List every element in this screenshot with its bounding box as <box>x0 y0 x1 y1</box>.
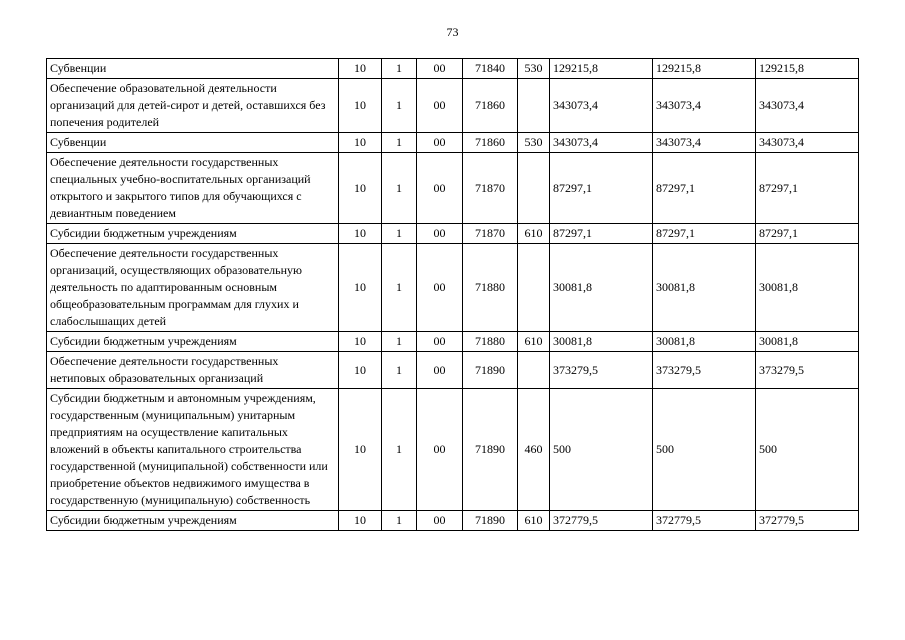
section-code: 10 <box>339 332 382 352</box>
row-name: Субвенции <box>47 59 339 79</box>
amount-year-2: 87297,1 <box>653 153 756 224</box>
program-code: 00 <box>417 352 463 389</box>
row-name: Субсидии бюджетным учреждениям <box>47 332 339 352</box>
table-row <box>47 59 859 79</box>
row-name: Субсидии бюджетным учреждениям <box>47 224 339 244</box>
expense-type-code <box>518 79 550 133</box>
amount-year-3: 87297,1 <box>756 224 859 244</box>
program-code: 00 <box>417 133 463 153</box>
section-code: 10 <box>339 511 382 531</box>
target-article-code: 71880 <box>463 244 518 332</box>
target-article-code: 71860 <box>463 133 518 153</box>
expense-type-code: 530 <box>518 133 550 153</box>
expense-type-code: 460 <box>518 389 550 511</box>
row-name: Субсидии бюджетным и автономным учреждениям, государственным (муниципальным) унитарным предприятиям на осуществление капитальных вложений в объекты капитального строительства государственной (муниципальной) собственности или приобретение объектов недвижимого имущества в государственную (муниципальную) собственность <box>47 389 339 511</box>
subsection-code: 1 <box>382 59 417 79</box>
page-number: 73 <box>446 25 459 39</box>
table-row <box>47 332 859 352</box>
amount-year-1: 372779,5 <box>550 511 653 531</box>
subsection-code: 1 <box>382 224 417 244</box>
amount-year-2: 87297,1 <box>653 224 756 244</box>
table-row <box>47 224 859 244</box>
table-row <box>47 244 859 332</box>
expense-type-code <box>518 244 550 332</box>
table-row <box>47 79 859 133</box>
amount-year-1: 373279,5 <box>550 352 653 389</box>
row-name: Обеспечение деятельности государственных нетиповых образовательных организаций <box>47 352 339 389</box>
row-name: Субсидии бюджетным учреждениям <box>47 511 339 531</box>
program-code: 00 <box>417 59 463 79</box>
subsection-code: 1 <box>382 511 417 531</box>
amount-year-2: 129215,8 <box>653 59 756 79</box>
amount-year-1: 343073,4 <box>550 133 653 153</box>
section-code: 10 <box>339 153 382 224</box>
section-code: 10 <box>339 224 382 244</box>
program-code: 00 <box>417 389 463 511</box>
section-code: 10 <box>339 352 382 389</box>
amount-year-3: 343073,4 <box>756 133 859 153</box>
target-article-code: 71890 <box>463 352 518 389</box>
budget-table <box>46 58 859 531</box>
subsection-code: 1 <box>382 244 417 332</box>
section-code: 10 <box>339 244 382 332</box>
amount-year-1: 87297,1 <box>550 153 653 224</box>
row-name: Обеспечение деятельности государственных специальных учебно-воспитательных организаций открытого и закрытого типов для обучающихся с девиантным поведением <box>47 153 339 224</box>
amount-year-1: 87297,1 <box>550 224 653 244</box>
target-article-code: 71890 <box>463 511 518 531</box>
amount-year-2: 500 <box>653 389 756 511</box>
program-code: 00 <box>417 244 463 332</box>
amount-year-2: 30081,8 <box>653 244 756 332</box>
subsection-code: 1 <box>382 389 417 511</box>
amount-year-3: 372779,5 <box>756 511 859 531</box>
amount-year-1: 30081,8 <box>550 244 653 332</box>
amount-year-3: 343073,4 <box>756 79 859 133</box>
row-name: Обеспечение образовательной деятельности организаций для детей-сирот и детей, оставшихся без попечения родителей <box>47 79 339 133</box>
expense-type-code <box>518 352 550 389</box>
expense-type-code: 530 <box>518 59 550 79</box>
target-article-code: 71840 <box>463 59 518 79</box>
section-code: 10 <box>339 133 382 153</box>
table-row <box>47 153 859 224</box>
row-name: Субвенции <box>47 133 339 153</box>
expense-type-code: 610 <box>518 332 550 352</box>
subsection-code: 1 <box>382 133 417 153</box>
amount-year-2: 30081,8 <box>653 332 756 352</box>
amount-year-2: 343073,4 <box>653 79 756 133</box>
target-article-code: 71890 <box>463 389 518 511</box>
subsection-code: 1 <box>382 153 417 224</box>
amount-year-2: 372779,5 <box>653 511 756 531</box>
amount-year-2: 343073,4 <box>653 133 756 153</box>
amount-year-3: 87297,1 <box>756 153 859 224</box>
section-code: 10 <box>339 59 382 79</box>
target-article-code: 71870 <box>463 224 518 244</box>
subsection-code: 1 <box>382 332 417 352</box>
table-row <box>47 511 859 531</box>
expense-type-code: 610 <box>518 224 550 244</box>
program-code: 00 <box>417 153 463 224</box>
row-name: Обеспечение деятельности государственных организаций, осуществляющих образовательную деятельность по адаптированным основным общеобразовательным программам для глухих и слабослышащих детей <box>47 244 339 332</box>
amount-year-3: 30081,8 <box>756 244 859 332</box>
amount-year-3: 30081,8 <box>756 332 859 352</box>
amount-year-3: 129215,8 <box>756 59 859 79</box>
target-article-code: 71860 <box>463 79 518 133</box>
program-code: 00 <box>417 79 463 133</box>
subsection-code: 1 <box>382 352 417 389</box>
amount-year-1: 30081,8 <box>550 332 653 352</box>
section-code: 10 <box>339 79 382 133</box>
amount-year-2: 373279,5 <box>653 352 756 389</box>
amount-year-1: 343073,4 <box>550 79 653 133</box>
amount-year-1: 500 <box>550 389 653 511</box>
target-article-code: 71880 <box>463 332 518 352</box>
program-code: 00 <box>417 332 463 352</box>
program-code: 00 <box>417 224 463 244</box>
program-code: 00 <box>417 511 463 531</box>
amount-year-3: 373279,5 <box>756 352 859 389</box>
amount-year-1: 129215,8 <box>550 59 653 79</box>
target-article-code: 71870 <box>463 153 518 224</box>
table-row <box>47 133 859 153</box>
subsection-code: 1 <box>382 79 417 133</box>
expense-type-code: 610 <box>518 511 550 531</box>
section-code: 10 <box>339 389 382 511</box>
amount-year-3: 500 <box>756 389 859 511</box>
expense-type-code <box>518 153 550 224</box>
table-row <box>47 389 859 511</box>
table-row <box>47 352 859 389</box>
